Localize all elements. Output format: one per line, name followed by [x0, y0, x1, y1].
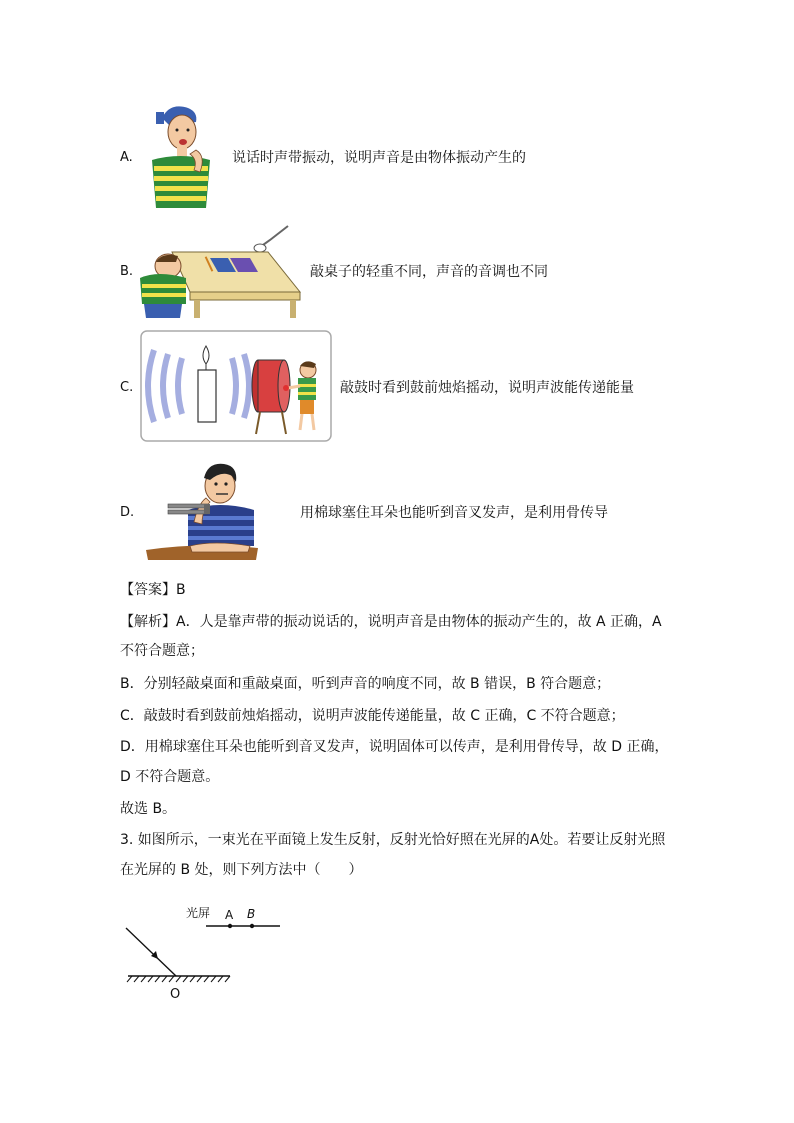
analysis-line-4: C．敲鼓时看到鼓前烛焰摇动，说明声波能传递能量，故 C 正确，C 不符合题意；: [120, 708, 625, 724]
analysis-label: 【解析】: [120, 614, 176, 630]
point-b-dot: [250, 924, 254, 928]
answer-line: [120, 580, 186, 600]
analysis-line-5: D．用棉球塞住耳朵也能听到音叉发声，说明固体可以传声，是利用骨传导，故 D 正确，: [120, 739, 669, 755]
option-c-text: 敲鼓时看到鼓前烛焰摇动，说明声波能传递能量: [340, 380, 634, 396]
option-b-letter: B.: [120, 264, 134, 279]
analysis-text: A．人是靠声带的振动说话的，说明声音是由物体的振动产生的，故 A 正确，A: [176, 614, 662, 630]
analysis-line-2: 不符合题意；: [120, 643, 204, 659]
reflection-diagram: [118, 900, 288, 1010]
option-a-letter: A.: [120, 150, 133, 165]
origin-label: O: [170, 987, 181, 1002]
point-b-label: B: [247, 907, 256, 921]
option-a-text: 说话时声带振动，说明声音是由物体振动产生的: [232, 150, 526, 166]
option-a-illustration: [140, 100, 220, 212]
answer-label: 【答案】: [120, 582, 176, 598]
analysis-line-6: D 不符合题意。: [120, 769, 220, 785]
analysis-line-7: 故选 B。: [120, 801, 177, 817]
option-b-text: 敲桌子的轻重不同，声音的音调也不同: [310, 264, 548, 280]
point-a-dot: [228, 924, 232, 928]
answer-value: B: [176, 582, 186, 598]
analysis-line-1: [120, 612, 662, 632]
option-d-letter: D.: [120, 505, 135, 520]
option-c-illustration: [140, 330, 332, 442]
point-a-label: A: [225, 908, 234, 922]
option-b-illustration: [138, 222, 302, 320]
option-d-illustration: [144, 452, 260, 564]
option-c-letter: C.: [120, 380, 134, 395]
question3-line-2: 在光屏的 B 处，则下列方法中（ ）: [120, 862, 363, 878]
screen-label: 光屏: [186, 906, 211, 920]
analysis-line-3: B．分别轻敲桌面和重敲桌面，听到声音的响度不同，故 B 错误，B 符合题意；: [120, 676, 611, 692]
question3-line-1: 3. 如图所示，一束光在平面镜上发生反射，反射光恰好照在光屏的A处。若要让反射光照: [120, 832, 666, 848]
option-d-text: 用棉球塞住耳朵也能听到音叉发声，是利用骨传导: [300, 505, 608, 521]
